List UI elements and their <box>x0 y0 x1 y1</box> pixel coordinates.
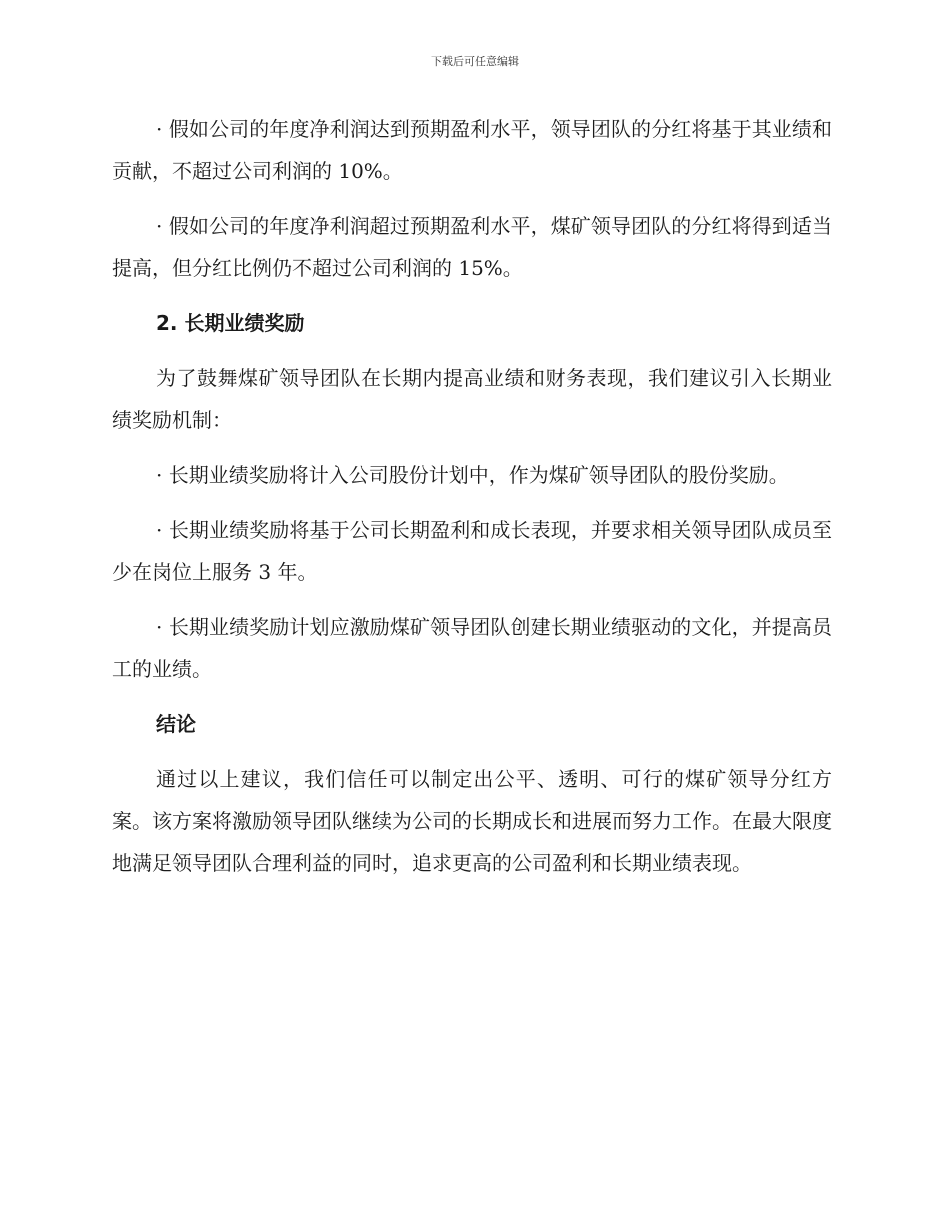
page-header: 下载后可任意编辑 <box>431 55 519 68</box>
section-heading: 结论 <box>156 712 196 736</box>
bullet-paragraph: · 假如公司的年度净利润达到预期盈利水平，领导团队的分红将基于其业绩和贡献，不超过公司利润的 10%。 <box>112 117 832 183</box>
bullet-paragraph: · 长期业绩奖励将计入公司股份计划中，作为煤矿领导团队的股份奖励。 <box>156 463 789 487</box>
document-body <box>112 108 832 884</box>
body-paragraph: 为了鼓舞煤矿领导团队在长期内提高业绩和财务表现，我们建议引入长期业绩奖励机制： <box>112 366 832 432</box>
section-heading: 2. 长期业绩奖励 <box>156 311 305 335</box>
bullet-paragraph: · 假如公司的年度净利润超过预期盈利水平，煤矿领导团队的分红将得到适当提高，但分红比例仍不超过公司利润的 15%。 <box>112 214 832 280</box>
bullet-paragraph: · 长期业绩奖励将基于公司长期盈利和成长表现，并要求相关领导团队成员至少在岗位上服务 3 年。 <box>112 518 832 584</box>
conclusion-paragraph: 通过以上建议，我们信任可以制定出公平、透明、可行的煤矿领导分红方案。该方案将激励领导团队继续为公司的长期成长和进展而努力工作。在最大限度地满足领导团队合理利益的同时，追求更高的公司盈利和长期业绩表现。 <box>112 767 832 875</box>
bullet-paragraph: · 长期业绩奖励计划应激励煤矿领导团队创建长期业绩驱动的文化，并提高员工的业绩。 <box>112 615 832 681</box>
